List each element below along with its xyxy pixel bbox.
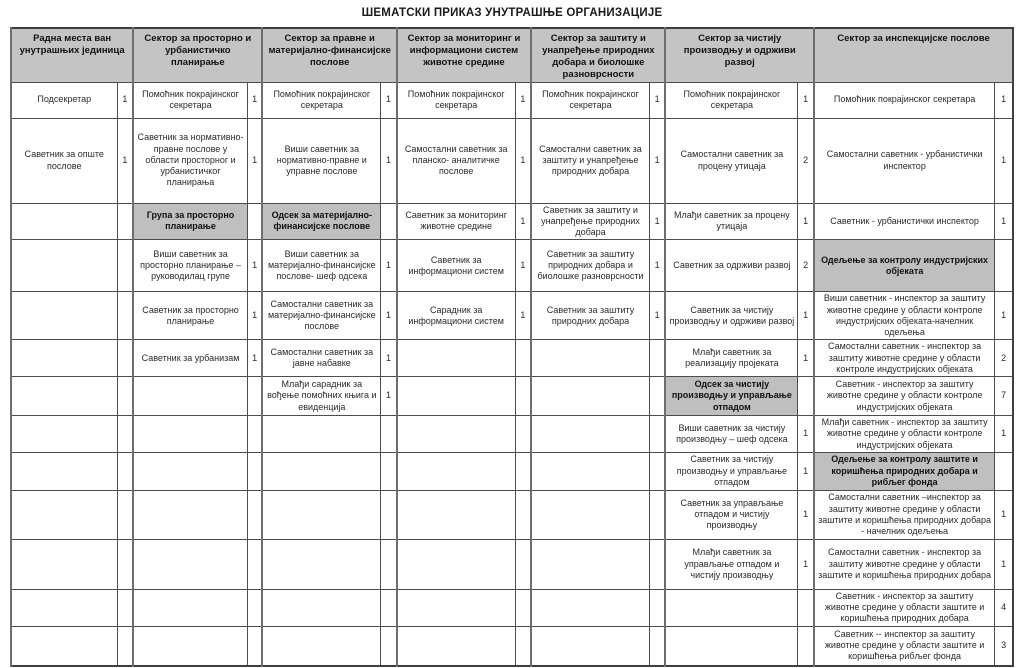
position-title-cell bbox=[11, 589, 117, 626]
position-title-cell: Млађи сарадник за вођење помоћних књига и евиденција bbox=[262, 377, 380, 416]
position-title-cell: Самостални саветник за процену утицаја bbox=[665, 118, 797, 203]
headcount-cell bbox=[247, 452, 262, 490]
table-row bbox=[11, 452, 1013, 490]
position-title-cell bbox=[11, 539, 117, 589]
position-title-cell bbox=[397, 589, 515, 626]
position-title-cell bbox=[133, 490, 247, 539]
headcount-cell bbox=[117, 203, 133, 240]
position-title-cell bbox=[397, 377, 515, 416]
column-header: Сектор за просторно и урбанистичко планирање bbox=[133, 28, 262, 82]
headcount-cell: 1 bbox=[247, 240, 262, 292]
table-row bbox=[11, 82, 1013, 118]
position-title-cell: Виши саветник за нормативно-правне и управне послове bbox=[262, 118, 380, 203]
headcount-cell bbox=[381, 539, 397, 589]
headcount-cell bbox=[117, 340, 133, 377]
position-title-cell bbox=[262, 416, 380, 453]
position-title-cell: Виши саветник за материјално-финансијске послове- шеф одсека bbox=[262, 240, 380, 292]
table-row bbox=[11, 340, 1013, 377]
headcount-cell: 1 bbox=[515, 203, 531, 240]
position-title-cell: Помоћник покрајинског секретара bbox=[397, 82, 515, 118]
position-title-cell: Виши саветник - инспектор за заштиту животне средине у области контроле индустријских објеката-начелник одељења bbox=[814, 292, 995, 340]
section-header-cell: Одељење за контролу заштите и коришћења природних добара и рибљег фонда bbox=[814, 452, 995, 490]
section-header-cell: Одсек за чистију производњу и управљање отпадом bbox=[665, 377, 797, 416]
headcount-cell: 1 bbox=[247, 292, 262, 340]
position-title-cell: Млађи саветник за процену утицаја bbox=[665, 203, 797, 240]
headcount-cell: 2 bbox=[798, 118, 814, 203]
position-title-cell bbox=[531, 377, 649, 416]
position-title-cell: Саветник за заштиту природних добара и биолошке разноврсности bbox=[531, 240, 649, 292]
headcount-cell: 1 bbox=[117, 118, 133, 203]
headcount-cell bbox=[247, 539, 262, 589]
page-title: ШЕМАТСКИ ПРИКАЗ УНУТРАШЊЕ ОРГАНИЗАЦИЈЕ bbox=[361, 7, 663, 19]
position-title-cell: Саветник за просторно планирање bbox=[133, 292, 247, 340]
headcount-cell: 1 bbox=[247, 118, 262, 203]
position-title-cell bbox=[531, 340, 649, 377]
position-title-cell bbox=[531, 416, 649, 453]
position-title-cell bbox=[531, 589, 649, 626]
org-table bbox=[10, 27, 1014, 667]
headcount-cell: 1 bbox=[515, 82, 531, 118]
headcount-cell bbox=[117, 490, 133, 539]
headcount-cell bbox=[649, 539, 665, 589]
headcount-cell bbox=[515, 589, 531, 626]
table-row bbox=[11, 589, 1013, 626]
headcount-cell bbox=[995, 452, 1013, 490]
table-head bbox=[11, 28, 1013, 82]
headcount-cell: 1 bbox=[798, 416, 814, 453]
column-header: Сектор за мониторинг и информациони систем животне средине bbox=[397, 28, 531, 82]
position-title-cell: Самостални саветник за планско- аналитичке послове bbox=[397, 118, 515, 203]
headcount-cell: 1 bbox=[995, 292, 1013, 340]
position-title-cell: Саветник за мониторинг животне средине bbox=[397, 203, 515, 240]
position-title-cell bbox=[397, 490, 515, 539]
column-header: Сектор за правне и материјално-финансијске послове bbox=[262, 28, 396, 82]
position-title-cell: Самостални саветник –инспектор за заштиту животне средине у области заштите и коришћења природних добара - начелник одељења bbox=[814, 490, 995, 539]
headcount-cell bbox=[247, 490, 262, 539]
table-head-row bbox=[11, 28, 1013, 82]
headcount-cell bbox=[247, 416, 262, 453]
position-title-cell bbox=[11, 377, 117, 416]
headcount-cell bbox=[995, 240, 1013, 292]
table-row bbox=[11, 539, 1013, 589]
column-header: Сектор за инспекцијске послове bbox=[814, 28, 1013, 82]
position-title-cell: Самостални саветник за материјално-финансијске послове bbox=[262, 292, 380, 340]
headcount-cell bbox=[117, 416, 133, 453]
headcount-cell bbox=[649, 626, 665, 666]
position-title-cell bbox=[262, 626, 380, 666]
headcount-cell: 1 bbox=[995, 82, 1013, 118]
position-title-cell bbox=[665, 626, 797, 666]
headcount-cell: 2 bbox=[995, 340, 1013, 377]
table-row bbox=[11, 416, 1013, 453]
table-row bbox=[11, 377, 1013, 416]
headcount-cell: 1 bbox=[515, 240, 531, 292]
headcount-cell: 1 bbox=[117, 82, 133, 118]
headcount-cell bbox=[247, 589, 262, 626]
section-header-cell: Група за просторно планирање bbox=[133, 203, 247, 240]
headcount-cell bbox=[381, 452, 397, 490]
column-header: Сектор за чистију производњу и одрживи развој bbox=[665, 28, 813, 82]
headcount-cell bbox=[649, 589, 665, 626]
position-title-cell bbox=[531, 452, 649, 490]
headcount-cell: 1 bbox=[995, 203, 1013, 240]
position-title-cell: Саветник за урбанизам bbox=[133, 340, 247, 377]
headcount-cell bbox=[649, 490, 665, 539]
headcount-cell: 4 bbox=[995, 589, 1013, 626]
headcount-cell bbox=[515, 539, 531, 589]
headcount-cell: 1 bbox=[649, 292, 665, 340]
headcount-cell bbox=[381, 490, 397, 539]
headcount-cell bbox=[798, 589, 814, 626]
headcount-cell: 1 bbox=[381, 340, 397, 377]
headcount-cell: 1 bbox=[995, 490, 1013, 539]
position-title-cell bbox=[11, 203, 117, 240]
position-title-cell bbox=[11, 240, 117, 292]
headcount-cell bbox=[381, 203, 397, 240]
table-row bbox=[11, 626, 1013, 666]
position-title-cell bbox=[531, 539, 649, 589]
headcount-cell bbox=[117, 292, 133, 340]
position-title-cell: Виши саветник за чистију производњу – шеф одсека bbox=[665, 416, 797, 453]
headcount-cell: 1 bbox=[649, 118, 665, 203]
position-title-cell bbox=[133, 589, 247, 626]
headcount-cell: 1 bbox=[995, 416, 1013, 453]
position-title-cell bbox=[531, 626, 649, 666]
column-header: Сектор за заштиту и унапређење природних добара и биолошке разноврсности bbox=[531, 28, 665, 82]
column-header: Радна места ван унутрашњих јединица bbox=[11, 28, 133, 82]
position-title-cell bbox=[133, 452, 247, 490]
position-title-cell: Саветник за заштиту и унапређење природних добара bbox=[531, 203, 649, 240]
headcount-cell bbox=[649, 416, 665, 453]
headcount-cell bbox=[117, 240, 133, 292]
headcount-cell: 1 bbox=[247, 82, 262, 118]
table-row bbox=[11, 118, 1013, 203]
headcount-cell: 1 bbox=[798, 539, 814, 589]
headcount-cell bbox=[247, 626, 262, 666]
headcount-cell: 1 bbox=[798, 292, 814, 340]
section-header-cell: Одељење за контролу индустријских објеката bbox=[814, 240, 995, 292]
position-title-cell bbox=[665, 589, 797, 626]
position-title-cell: Саветник - инспектор за заштиту животне средине у области заштите и коришћења природних добара bbox=[814, 589, 995, 626]
headcount-cell: 1 bbox=[798, 490, 814, 539]
position-title-cell: Помоћник покрајинског секретара bbox=[665, 82, 797, 118]
position-title-cell bbox=[11, 626, 117, 666]
headcount-cell bbox=[117, 539, 133, 589]
headcount-cell: 1 bbox=[649, 82, 665, 118]
headcount-cell bbox=[117, 589, 133, 626]
headcount-cell: 1 bbox=[649, 203, 665, 240]
position-title-cell: Помоћник покрајинског секретара bbox=[262, 82, 380, 118]
headcount-cell bbox=[798, 377, 814, 416]
position-title-cell: Саветник за нормативно- правне послове у области просторног и урбанистичког планирања bbox=[133, 118, 247, 203]
headcount-cell bbox=[515, 416, 531, 453]
headcount-cell: 3 bbox=[995, 626, 1013, 666]
headcount-cell bbox=[649, 377, 665, 416]
position-title-cell: Помоћник покрајинског секретара bbox=[133, 82, 247, 118]
headcount-cell bbox=[649, 452, 665, 490]
table-row bbox=[11, 490, 1013, 539]
headcount-cell: 1 bbox=[649, 240, 665, 292]
position-title-cell: Самостални саветник за заштиту и унапређење природних добара bbox=[531, 118, 649, 203]
position-title-cell bbox=[262, 589, 380, 626]
position-title-cell bbox=[133, 416, 247, 453]
headcount-cell: 1 bbox=[381, 292, 397, 340]
position-title-cell bbox=[397, 626, 515, 666]
section-header-cell: Одсек за материјално-финансијске послове bbox=[262, 203, 380, 240]
headcount-cell bbox=[117, 452, 133, 490]
headcount-cell bbox=[649, 340, 665, 377]
table-row bbox=[11, 292, 1013, 340]
headcount-cell: 1 bbox=[515, 118, 531, 203]
position-title-cell: Млађи саветник за реализацију пројеката bbox=[665, 340, 797, 377]
position-title-cell: Самостални саветник - инспектор за заштиту животне средине у области контроле индустријских објеката bbox=[814, 340, 995, 377]
headcount-cell bbox=[798, 626, 814, 666]
position-title-cell bbox=[262, 490, 380, 539]
position-title-cell bbox=[11, 292, 117, 340]
position-title-cell: Саветник за информациони систем bbox=[397, 240, 515, 292]
position-title-cell bbox=[397, 340, 515, 377]
headcount-cell: 1 bbox=[381, 82, 397, 118]
headcount-cell bbox=[381, 589, 397, 626]
headcount-cell bbox=[247, 377, 262, 416]
position-title-cell: Саветник за чистију производњу и одрживи развој bbox=[665, 292, 797, 340]
headcount-cell: 1 bbox=[515, 292, 531, 340]
position-title-cell bbox=[11, 490, 117, 539]
position-title-cell: Саветник - урбанистички инспектор bbox=[814, 203, 995, 240]
headcount-cell bbox=[117, 626, 133, 666]
position-title-cell: Помоћник покрајинског секретара bbox=[531, 82, 649, 118]
position-title-cell: Подсекретар bbox=[11, 82, 117, 118]
headcount-cell: 1 bbox=[381, 118, 397, 203]
position-title-cell bbox=[11, 416, 117, 453]
position-title-cell bbox=[11, 452, 117, 490]
headcount-cell: 1 bbox=[995, 539, 1013, 589]
position-title-cell: Сарадник за информациони систем bbox=[397, 292, 515, 340]
headcount-cell: 1 bbox=[247, 340, 262, 377]
position-title-cell: Самостални саветник за јавне набавке bbox=[262, 340, 380, 377]
headcount-cell bbox=[515, 490, 531, 539]
position-title-cell: Помоћник покрајинског секретара bbox=[814, 82, 995, 118]
position-title-cell: Саветник за одрживи развој bbox=[665, 240, 797, 292]
position-title-cell bbox=[397, 416, 515, 453]
position-title-cell bbox=[133, 377, 247, 416]
headcount-cell bbox=[381, 416, 397, 453]
headcount-cell bbox=[515, 626, 531, 666]
position-title-cell: Млађи саветник за управљање отпадом и чистију производњу bbox=[665, 539, 797, 589]
headcount-cell: 1 bbox=[381, 240, 397, 292]
headcount-cell bbox=[515, 340, 531, 377]
headcount-cell: 1 bbox=[798, 452, 814, 490]
position-title-cell bbox=[262, 452, 380, 490]
position-title-cell bbox=[397, 452, 515, 490]
table-body bbox=[11, 82, 1013, 666]
position-title-cell: Саветник -- инспектор за заштиту животне средине у области заштите и коришћења рибљег фонда bbox=[814, 626, 995, 666]
position-title-cell: Саветник за опште послове bbox=[11, 118, 117, 203]
position-title-cell: Самостални саветник - инспектор за заштиту животне средине у области заштите и коришћења природних добара bbox=[814, 539, 995, 589]
page bbox=[0, 7, 1024, 667]
headcount-cell: 1 bbox=[798, 82, 814, 118]
table-row bbox=[11, 240, 1013, 292]
position-title-cell bbox=[262, 539, 380, 589]
headcount-cell: 1 bbox=[381, 377, 397, 416]
headcount-cell bbox=[117, 377, 133, 416]
position-title-cell bbox=[11, 340, 117, 377]
headcount-cell: 2 bbox=[798, 240, 814, 292]
position-title-cell: Саветник за управљање отпадом и чистију производњу bbox=[665, 490, 797, 539]
headcount-cell: 1 bbox=[995, 118, 1013, 203]
headcount-cell bbox=[515, 452, 531, 490]
position-title-cell bbox=[397, 539, 515, 589]
position-title-cell: Саветник за чистију производњу и управљање отпадом bbox=[665, 452, 797, 490]
headcount-cell bbox=[381, 626, 397, 666]
headcount-cell: 1 bbox=[798, 340, 814, 377]
headcount-cell bbox=[247, 203, 262, 240]
position-title-cell: Млађи саветник - инспектор за заштиту животне средине у области контроле индустријских објеката bbox=[814, 416, 995, 453]
headcount-cell: 1 bbox=[798, 203, 814, 240]
headcount-cell bbox=[515, 377, 531, 416]
headcount-cell: 7 bbox=[995, 377, 1013, 416]
position-title-cell: Саветник за заштиту природних добара bbox=[531, 292, 649, 340]
position-title-cell: Самостални саветник - урбанистички инспектор bbox=[814, 118, 995, 203]
position-title-cell: Саветник - инспектор за заштиту животне средине у области контроле индустријских објеката bbox=[814, 377, 995, 416]
position-title-cell bbox=[133, 539, 247, 589]
position-title-cell bbox=[133, 626, 247, 666]
table-row bbox=[11, 203, 1013, 240]
position-title-cell: Виши саветник за просторно планирање – руководилац групе bbox=[133, 240, 247, 292]
position-title-cell bbox=[531, 490, 649, 539]
